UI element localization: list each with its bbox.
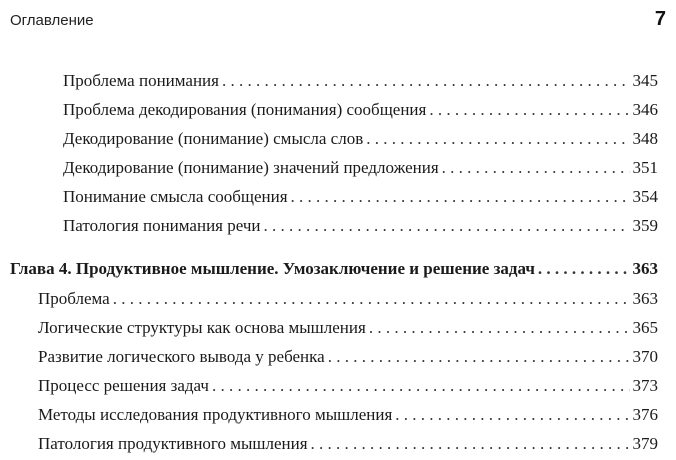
toc-chapter-page: 363 <box>632 259 658 278</box>
toc-entry[interactable] <box>38 346 658 368</box>
dot-leader <box>264 215 630 237</box>
running-head-title: Оглавление <box>10 12 94 29</box>
toc-entry-title: Понимание смысла сообщения <box>63 187 288 206</box>
toc-entry[interactable] <box>63 215 658 237</box>
toc-entry-title: Патология понимания речи <box>63 216 261 235</box>
toc-entry-title: Патология продуктивного мышления <box>38 434 308 453</box>
toc-chapter-entry[interactable] <box>10 258 658 280</box>
dot-leader <box>222 70 630 92</box>
dot-leader <box>328 346 630 368</box>
dot-leader <box>369 317 630 339</box>
toc-entry[interactable] <box>38 375 658 397</box>
toc-entry-page: 359 <box>632 216 658 235</box>
toc-entry[interactable] <box>38 288 658 310</box>
toc-entry[interactable] <box>63 157 658 179</box>
toc-entry-page: 376 <box>632 405 658 424</box>
toc-entry[interactable] <box>38 317 658 339</box>
dot-leader <box>538 258 630 280</box>
toc-entry-page: 351 <box>632 158 658 177</box>
toc-entry-title: Проблема понимания <box>63 71 219 90</box>
dot-leader <box>395 404 629 426</box>
toc-entry[interactable] <box>38 404 658 426</box>
toc-entry-page: 363 <box>632 289 658 308</box>
toc-entry-page: 346 <box>632 100 658 119</box>
toc-entry-title: Процесс решения задач <box>38 376 209 395</box>
dot-leader <box>442 157 630 179</box>
toc-entry-title: Методы исследования продуктивного мышления <box>38 405 393 424</box>
toc-entry[interactable] <box>63 99 658 121</box>
page-number: 7 <box>654 8 666 30</box>
dot-leader <box>113 288 630 310</box>
toc-entry-page: 370 <box>632 347 658 366</box>
toc-entry-title: Развитие логического вывода у ребенка <box>38 347 325 366</box>
toc-entry-title: Проблема декодирования (понимания) сообщения <box>63 100 427 119</box>
toc-entry-page: 373 <box>632 376 658 395</box>
dot-leader <box>291 186 630 208</box>
toc-entry[interactable] <box>63 128 658 150</box>
toc-entry-page: 379 <box>632 434 658 453</box>
dot-leader <box>429 99 629 121</box>
toc-entry[interactable] <box>63 70 658 92</box>
toc-entry[interactable] <box>38 433 658 455</box>
page-header <box>10 8 666 34</box>
dot-leader <box>366 128 629 150</box>
toc-entry-title: Логические структуры как основа мышления <box>38 318 366 337</box>
toc-entry-title: Декодирование (понимание) значений предложения <box>63 158 439 177</box>
toc-entry-title: Проблема <box>38 289 110 308</box>
toc-entry[interactable] <box>63 186 658 208</box>
toc-entry-page: 365 <box>632 318 658 337</box>
toc-entry-page: 354 <box>632 187 658 206</box>
toc-entry-page: 348 <box>632 129 658 148</box>
toc-entry-title: Декодирование (понимание) смысла слов <box>63 129 364 148</box>
toc-entry-page: 345 <box>632 71 658 90</box>
dot-leader <box>311 433 630 455</box>
toc-chapter-title: Глава 4. Продуктивное мышление. Умозаключение и решение задач <box>10 259 535 278</box>
dot-leader <box>212 375 630 397</box>
